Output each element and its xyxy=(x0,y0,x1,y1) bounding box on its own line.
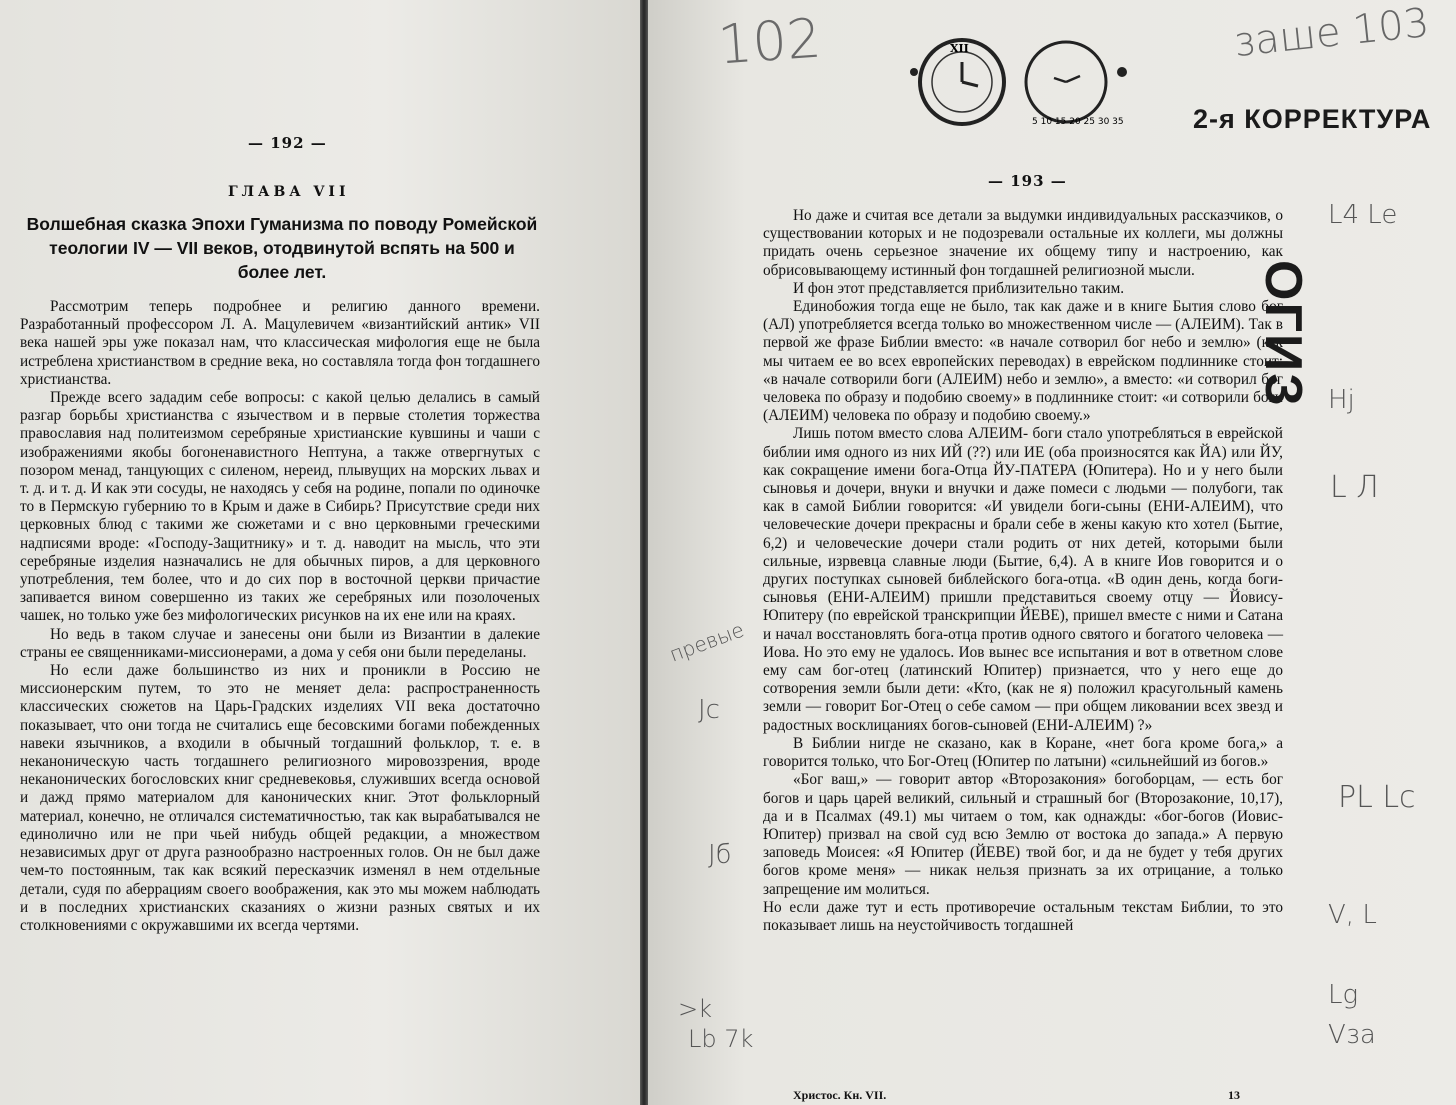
right-page xyxy=(648,0,1456,1105)
paragraph: Но если даже большинство из них и проникли в Россию не миссионерским путем, то это не меняет дела: распространенность классических сюжетов на Царь-Градских изделиях VII века достаточно показывает, что они тогда не считались еще бесовскими богами побежденных навеки язычников, а входили в обычный тогдашний фольклор, т. е. в неканоническую часть тогдашнего религиозного мировоззрения, вроде неканонических богословских книг средневековья, служивших всегда основой и дажд прямо материалом для канонических книг. Этот фольклорный материал, конечно, не отличался систематичностью, так как вырабатывался не единолично или не при чьей нибудь общей редакции, а множеством независимых друг от друга разнообразно настроенных голов. Он не был даже чем-то постоянным, так как всякий пересказчик изменял в нем отдельные детали, судя по аберрациям своего воображения, как это мы можем наблюдать и в последних христианских сказаниях о жизни разных святых и их столкновениями с окружавшими их всегда чертями. xyxy=(20,662,540,934)
paragraph: Но даже и считая все детали за выдумки индивидуальных рассказчиков, о существовании которых и не подозревали остальные их коллеги, мы должны придать очень серьезное значение их общему типу и настроению, как обрисовывающему истинный фон тогдашней религиозной мысли. xyxy=(763,207,1283,279)
paragraph: Лишь потом вместо слова АЛЕИМ- боги стало употребляться в еврейской библии имя одного из них ИЙ (??) или ИЕ (оба произносятся как ЙА) или ЙУ, как сокращение имени бога-Отца ЙУ-ПАТЕРА (Юпитера). Но и у него были сыновья и дочери, внуки и внучки и даже помеси с людьми — полубоги, так как в самой Библии говорится: «И увидели боги-сыны (ЕНИ-АЛЕИМ), что человеческие дочери прекрасны и брали себе в жены какую кто хотел (Бытие, 6,2) и человеческие дочери стали родить от них детей, которыми были сильные, изрвевца славные люди (Бытие, 6,4). А в книге Иов говорится и о других поступках сыновей библейского бога-отца. «В один день, когда боги-сыновья (ЕНИ-АЛЕИМ) пришли представиться своему отцу — Йовису-Юпитеру (по еврейской транскрипции ЙЕВЕ), пришел вместе с ними и Сатана и начал восстановлять бога-отца против одного святого и богатого человека — Иова. Но это ему не удалось. Иов вынес все испытания и вот в ответном слове ему сам бог-отец (латинский Юпитер) признается, что у него еще до сотворения земли были дети: «Кто, (как не я) положил красугольный камень земли — говорит Бог-Отец о себе самом — при общем ликовании всех звезд и радостных восклицаниях богов-сыновей (ЕНИ-АЛЕИМ) ?» xyxy=(763,425,1283,734)
chapter-heading: Волшебная сказка Эпохи Гуманизма по поводу Ромейской теологии IV — VII веков, отодвинутой вспять на 500 и более лет. xyxy=(26,214,538,282)
clock-stamp xyxy=(910,38,1130,130)
paragraph: В Библии нигде не сказано, как в Коране, «нет бога кроме бога,» а говорится только, что Бог-Отец (Юпитер по латыни) «сильнейший из богов.» xyxy=(763,734,1283,771)
handwritten-note: заше 103 xyxy=(1231,0,1432,67)
clock-digits: 5 10 15 20 25 30 35 xyxy=(1032,117,1124,127)
paragraph: И фон этот представляется приблизительно таким. xyxy=(793,279,1125,297)
margin-note: >k xyxy=(678,995,713,1023)
margin-note: Lb 7k xyxy=(688,1025,754,1053)
footer-signature: Христос. Кн. VII. xyxy=(793,1088,887,1102)
publisher-stamp: ОГИЗ xyxy=(1254,260,1312,408)
margin-note: Vза xyxy=(1328,1020,1376,1050)
margin-note: превые xyxy=(666,617,748,667)
paragraph: Единобожия тогда еще не было, так как даже и в книге Бытия слово бог (АЛ) употребляется всегда только во множественном числе — (АЛЕИМ). Так в первой же фразе Библии вместо: «в начале сотворил бог небо и землю» (как мы читаем ее во всех европейских переводах) в еврейском подлиннике стоит: «в начале сотворили боги (АЛЕИМ) небо и землю», а вместо: «и сотворил бог человека по образу и подобию своему» в подлиннике стоит: «и сотворили боги (АЛЕИМ) человека по образу и подобию своему.» xyxy=(763,298,1283,425)
left-text-column xyxy=(20,298,540,935)
margin-note: V, L xyxy=(1328,900,1377,930)
paragraph: Рассмотрим теперь подробнее и религию данного времени. Разработанный профессором Л. А. Мацулевичем «византийский антик» VII века нашей эры уже показал нам, что классическая мифология еще не была истреблена христианством в средние века, но составляла тогда фон тогдашнего христианства. xyxy=(20,298,540,388)
margin-note: Hj xyxy=(1328,385,1355,415)
paragraph: Но ведь в таком случае и занесены они были из Византии в далекие страны ее священниками-миссионерами, а дома у себя они были переделаны. xyxy=(20,625,540,661)
paragraph: Но если даже тут и есть противоречие остальным текстам Библии, то это показывает лишь на неустойчивость тогдашней xyxy=(763,898,1283,934)
proof-stamp: 2-я КОРРЕКТУРА xyxy=(1193,104,1432,134)
margin-note: L Л xyxy=(1330,470,1379,505)
paragraph: Прежде всего зададим себе вопросы: с какой целью делались в самый разгар борьбы христианства с язычеством и в первые столетия торжества православия над политеизмом серебряные христианские кувшины и чаши с изображениями якобы богоненавистного Нептуна, а также отвергнутых с позором менад, танцующих с силеном, нереид, плывущих на морских львах и т. д. и т. д. И как эти сосуды, не находясь у себя на родине, попали по одиночке то в Пермскую губернию то в Крым и даже в Сибирь? Присутствие среди них церковных блюд с такими же сюжетами и с вно церковными греческими надписями вроде: «Господу-Защитнику» и т. д. наводит на мысль, что эти серебряные изделия назначались не для обычных пиров, а для церковного употребления, тем более, что и до сих пор в восточной церкви причастие запивается вином совершенно из таких же серебряных или позолоченых чашек, но только уже без мифологических рисунков на их ене или на краях. xyxy=(20,389,540,625)
right-text-column xyxy=(763,207,1283,935)
handwritten-number: 102 xyxy=(715,6,824,77)
page-number: — 192 — xyxy=(248,134,327,152)
margin-note: Lg xyxy=(1328,980,1359,1010)
margin-note: PL Lc xyxy=(1338,780,1416,815)
margin-note: Jб xyxy=(708,840,732,870)
margin-note: L4 Le xyxy=(1328,200,1398,230)
chapter-label: ГЛАВА VII xyxy=(228,184,350,200)
footer-sheet-number: 13 xyxy=(1228,1088,1240,1102)
margin-note: Jс xyxy=(698,695,720,725)
paragraph: «Бог ваш,» — говорит автор «Второзакония» богоборцам, — есть бог богов и царь царей великий, сильный и страшный бог (Второзаконие, 10,17), да и в Псалмах (49.1) мы читаем о том, как однажды: «бог-богов (Иовис-Юпитер) призвал на свой суд всю Землю от востока до запада.» А первую заповедь Моисея: «Я Юпитер (ЙЕВЕ) твой бог, и да не будет у тебя других богов кроме меня» — никак нельзя признать за их отрицание, а только запрещение им молиться. xyxy=(763,771,1283,898)
left-page xyxy=(0,0,640,1105)
clock-numeral: XII xyxy=(950,42,969,55)
page-number: — 193 — xyxy=(988,172,1067,190)
